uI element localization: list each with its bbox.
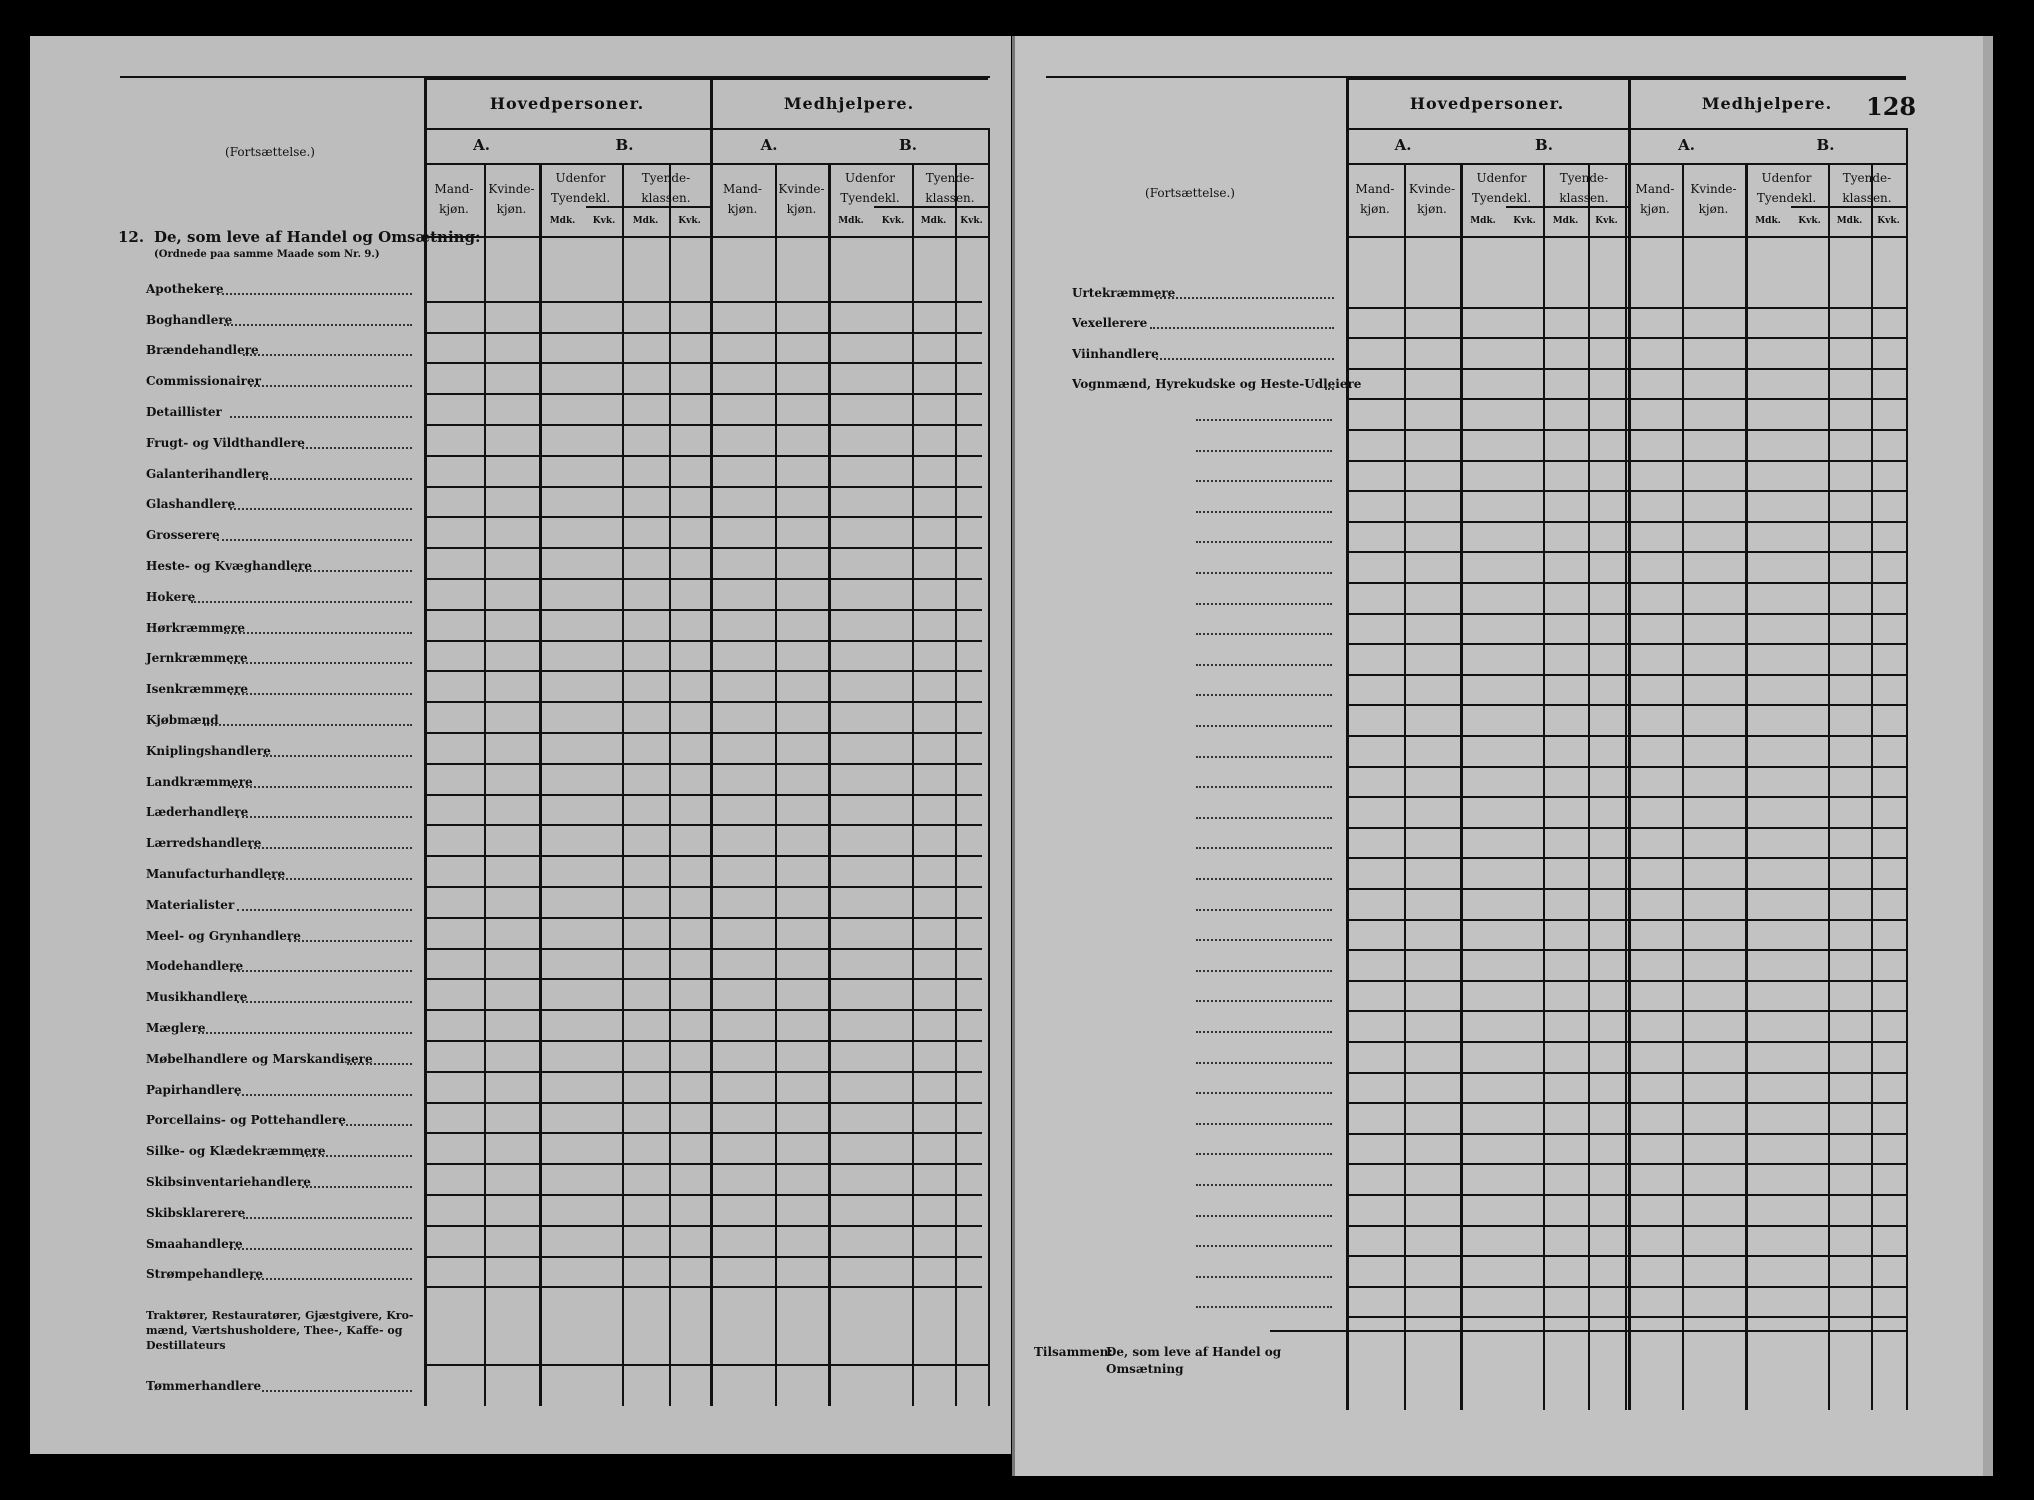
kvk-column-header: Kvk. bbox=[592, 216, 616, 226]
table-row-rule bbox=[1346, 307, 1906, 309]
table-row-rule bbox=[424, 547, 982, 549]
leader-dots bbox=[1196, 1029, 1332, 1033]
leader-dots bbox=[1196, 845, 1332, 849]
column-rule bbox=[988, 128, 990, 1406]
table-row-rule bbox=[424, 1040, 982, 1042]
table-row-rule bbox=[1346, 521, 1906, 523]
table-row-rule bbox=[1346, 582, 1906, 584]
row-label: Viinhandlere bbox=[1072, 347, 1159, 361]
table-row-rule bbox=[1346, 460, 1906, 462]
leader-dots bbox=[1196, 417, 1332, 421]
table-row-rule bbox=[424, 362, 982, 364]
row-label: Frugt- og Vildthandlere bbox=[146, 436, 305, 450]
table-row-rule bbox=[1346, 766, 1906, 768]
table-row-rule bbox=[424, 670, 982, 672]
leader-dots bbox=[224, 322, 413, 326]
leader-dots bbox=[237, 907, 413, 911]
mdk-column-header: Mdk. bbox=[1755, 216, 1781, 226]
row-label: Detaillister bbox=[146, 405, 222, 419]
column-rule bbox=[1543, 163, 1545, 1410]
row-label: Heste- og Kvæghandlere bbox=[146, 559, 312, 573]
table-row-rule bbox=[1346, 643, 1906, 645]
kvk-column-header: Kvk. bbox=[960, 216, 983, 226]
mand-column-header: Mand- kjøn. bbox=[723, 182, 762, 216]
leader-dots bbox=[250, 383, 413, 387]
row-label: Mæglere bbox=[146, 1021, 206, 1035]
leader-dots bbox=[1196, 754, 1332, 758]
row-label: Tømmerhandlere bbox=[146, 1379, 262, 1393]
leader-dots bbox=[217, 291, 412, 295]
table-row-rule bbox=[424, 578, 982, 580]
table-row-rule bbox=[1346, 888, 1906, 890]
section-note: (Ordnede paa samme Maade som Nr. 9.) bbox=[154, 249, 380, 260]
row-label: Commissionairer bbox=[146, 374, 261, 388]
row-label: Hokere bbox=[146, 590, 196, 604]
leader-dots bbox=[250, 845, 413, 849]
table-row-rule bbox=[424, 424, 982, 426]
table-row-rule bbox=[424, 824, 982, 826]
leader-dots bbox=[302, 445, 413, 449]
table-row-rule bbox=[424, 1286, 982, 1288]
book-gutter bbox=[1012, 36, 1015, 1476]
mdk-column-header: Mdk. bbox=[1836, 216, 1863, 226]
kvinde-column-header: Kvinde- kjøn. bbox=[1690, 182, 1737, 216]
table-row-rule bbox=[424, 948, 982, 950]
group-a-header: A. bbox=[1678, 136, 1695, 154]
medhjelpere-header: Medhjelpere. bbox=[783, 94, 915, 113]
column-rule bbox=[1625, 163, 1627, 1410]
row-label: Musikhandlere bbox=[146, 990, 248, 1004]
row-label: Papirhandlere bbox=[146, 1083, 242, 1097]
column-rule bbox=[539, 163, 542, 1406]
leader-dots bbox=[1196, 448, 1332, 452]
row-label: Silke- og Klædekræmmere bbox=[146, 1144, 326, 1158]
leader-dots bbox=[191, 599, 412, 603]
row-label: Læderhandlere bbox=[146, 805, 249, 819]
udenfor-column-header: Udenfor Tyendekl. bbox=[1471, 171, 1532, 205]
leader-dots bbox=[1196, 692, 1332, 696]
leader-dots bbox=[1196, 478, 1332, 482]
header-rule bbox=[424, 163, 988, 165]
column-rule bbox=[775, 163, 777, 1406]
medhjelpere-header: Medhjelpere. bbox=[1701, 94, 1833, 113]
total-text: De, som leve af Handel og Omsætning bbox=[1106, 1345, 1282, 1376]
table-row-rule bbox=[424, 886, 982, 888]
kvinde-column-header: Kvinde- kjøn. bbox=[1408, 182, 1456, 216]
row-label: Apothekere bbox=[146, 282, 224, 296]
table-row-rule bbox=[1346, 949, 1906, 951]
leader-dots bbox=[1196, 907, 1332, 911]
total-label: Tilsammen: bbox=[1034, 1345, 1113, 1359]
leader-dots bbox=[237, 814, 413, 818]
leader-dots bbox=[1196, 631, 1332, 635]
header-rule bbox=[424, 236, 988, 238]
column-rule bbox=[1871, 163, 1873, 1410]
table-row-rule bbox=[424, 1102, 982, 1104]
table-row-rule bbox=[1346, 1163, 1906, 1165]
leader-dots bbox=[1196, 1274, 1332, 1278]
column-rule bbox=[710, 163, 712, 1406]
table-row-rule bbox=[1346, 735, 1906, 737]
column-rule bbox=[1588, 163, 1590, 1410]
table-row-rule bbox=[424, 701, 982, 703]
hovedpersoner-header: Hovedpersoner. bbox=[489, 94, 645, 113]
row-label: Porcellains- og Pottehandlere bbox=[146, 1113, 346, 1127]
table-row-rule bbox=[424, 609, 982, 611]
leader-dots bbox=[1196, 1121, 1332, 1125]
page-number: 128 bbox=[1866, 92, 1917, 121]
leader-dots bbox=[1156, 295, 1334, 299]
tyende-column-header: Tyende- klassen. bbox=[925, 171, 975, 205]
table-row-rule bbox=[424, 1364, 988, 1366]
table-row-rule bbox=[1346, 368, 1906, 370]
leader-dots bbox=[1196, 570, 1332, 574]
column-rule bbox=[1906, 128, 1908, 1410]
table-row-rule bbox=[424, 1132, 982, 1134]
leader-dots bbox=[1196, 1151, 1332, 1155]
row-label: Traktører, Restauratører, Gjæstgivere, Kro- mænd, Værtshusholdere, Thee-, Kaffe- og Destillateurs bbox=[146, 1309, 414, 1352]
table-row-rule bbox=[1346, 1072, 1906, 1074]
mdk-column-header: Mdk. bbox=[838, 216, 864, 226]
row-label: Brændehandlere bbox=[146, 343, 259, 357]
row-label: Meel- og Grynhandlere bbox=[146, 929, 301, 943]
leader-dots bbox=[1196, 1304, 1332, 1308]
column-rule bbox=[828, 163, 831, 1406]
leader-dots bbox=[237, 999, 413, 1003]
kvk-column-header: Kvk. bbox=[1798, 216, 1821, 226]
table-row-rule bbox=[1346, 1316, 1906, 1318]
continued-label-left: (Fortsættelse.) bbox=[225, 145, 315, 159]
mdk-column-header: Mdk. bbox=[632, 216, 659, 226]
table-row-rule bbox=[1346, 857, 1906, 859]
row-label: Jernkræmmere bbox=[146, 651, 248, 665]
table-row-rule bbox=[424, 1071, 982, 1073]
column-rule bbox=[622, 163, 624, 1406]
column-rule bbox=[1628, 76, 1631, 1410]
group-a-header: A. bbox=[473, 136, 490, 154]
table-row-rule bbox=[1346, 1010, 1906, 1012]
leader-dots bbox=[250, 1276, 413, 1280]
column-rule bbox=[1460, 163, 1463, 1410]
udenfor-column-header: Udenfor Tyendekl. bbox=[1756, 171, 1817, 205]
header-rule bbox=[424, 128, 988, 130]
table-row-rule bbox=[1346, 1255, 1906, 1257]
mdk-column-header: Mdk. bbox=[1552, 216, 1579, 226]
leader-dots bbox=[230, 784, 412, 788]
table-row-rule bbox=[1346, 1102, 1906, 1104]
mand-column-header: Mand- kjøn. bbox=[434, 182, 474, 216]
table-row-rule bbox=[424, 917, 982, 919]
row-label: Kjøbmænd bbox=[146, 713, 219, 727]
header-rule bbox=[1346, 128, 1906, 130]
leader-dots bbox=[1196, 876, 1332, 880]
row-label: Skibsinventariehandlere bbox=[146, 1175, 311, 1189]
row-label: Vognmænd, Hyrekudske og Heste-Udleiere bbox=[1072, 377, 1362, 391]
table-row-rule bbox=[424, 301, 982, 303]
leader-dots bbox=[1196, 1243, 1332, 1247]
table-row-rule bbox=[424, 855, 982, 857]
leader-dots bbox=[230, 414, 412, 418]
kvk-column-header: Kvk. bbox=[1513, 216, 1536, 226]
column-rule bbox=[1745, 163, 1748, 1410]
tyende-column-header: Tyende- klassen. bbox=[1559, 171, 1609, 205]
table-row-rule bbox=[424, 455, 982, 457]
leader-dots bbox=[1196, 723, 1332, 727]
row-label: Isenkræmmere bbox=[146, 682, 249, 696]
leader-dots bbox=[347, 1061, 412, 1065]
leader-dots bbox=[217, 537, 412, 541]
udenfor-column-header: Udenfor Tyendekl. bbox=[550, 171, 611, 205]
top-rule-2 bbox=[424, 78, 988, 80]
total-rule bbox=[1270, 1330, 1906, 1332]
leader-dots bbox=[230, 660, 412, 664]
row-label: Modehandlere bbox=[146, 959, 244, 973]
group-b-header: B. bbox=[1535, 136, 1553, 154]
kvk-column-header: Kvk. bbox=[1595, 216, 1618, 226]
leader-dots bbox=[1196, 539, 1332, 543]
leader-dots bbox=[237, 1092, 413, 1096]
column-rule bbox=[1828, 163, 1830, 1410]
row-label: Galanterihandlere bbox=[146, 467, 269, 481]
row-label: Kniplingshandlere bbox=[146, 744, 271, 758]
leader-dots bbox=[1196, 1182, 1332, 1186]
column-rule bbox=[424, 76, 427, 1406]
udenfor-column-header: Udenfor Tyendekl. bbox=[840, 171, 900, 205]
tyende-column-header: Tyende- klassen. bbox=[1842, 171, 1892, 205]
leader-dots bbox=[341, 1122, 413, 1126]
column-rule bbox=[912, 163, 914, 1406]
table-row-rule bbox=[424, 486, 982, 488]
leader-dots bbox=[230, 691, 412, 695]
mand-column-header: Mand- kjøn. bbox=[1635, 182, 1675, 216]
leader-dots bbox=[1196, 968, 1332, 972]
top-rule-2 bbox=[1346, 78, 1906, 80]
column-rule bbox=[1346, 76, 1349, 1410]
leader-dots bbox=[243, 1215, 412, 1219]
row-label: Skibsklarerere bbox=[146, 1206, 246, 1220]
section-title: De, som leve af Handel og Omsætning: bbox=[154, 228, 481, 246]
row-label: Glashandlere bbox=[146, 497, 236, 511]
table-row-rule bbox=[424, 332, 982, 334]
table-row-rule bbox=[1346, 1133, 1906, 1135]
mand-column-header: Mand- kjøn. bbox=[1355, 182, 1395, 216]
kvinde-column-header: Kvinde- kjøn. bbox=[488, 182, 535, 216]
leader-dots bbox=[198, 1030, 413, 1034]
mdk-column-header: Mdk. bbox=[920, 216, 947, 226]
row-label: Grosserere bbox=[146, 528, 220, 542]
page-edge bbox=[1983, 36, 1993, 1476]
table-row-rule bbox=[424, 1009, 982, 1011]
leader-dots bbox=[230, 506, 412, 510]
column-rule bbox=[1682, 163, 1684, 1410]
leader-dots bbox=[230, 968, 412, 972]
row-label: Strømpehandlere bbox=[146, 1267, 264, 1281]
table-row-rule bbox=[1346, 796, 1906, 798]
right-page bbox=[1015, 36, 1983, 1476]
continued-label-right: (Fortsættelse.) bbox=[1145, 186, 1235, 200]
leader-dots bbox=[243, 352, 412, 356]
group-b-header: B. bbox=[899, 136, 917, 154]
leader-dots bbox=[1150, 325, 1335, 329]
table-row-rule bbox=[424, 1194, 982, 1196]
group-a-header: A. bbox=[1394, 136, 1412, 154]
table-row-rule bbox=[424, 1163, 982, 1165]
table-row-rule bbox=[1346, 429, 1906, 431]
leader-dots bbox=[1196, 937, 1332, 941]
leader-dots bbox=[262, 1388, 412, 1392]
table-row-rule bbox=[1346, 1041, 1906, 1043]
row-label: Vexellerere bbox=[1072, 316, 1148, 330]
row-label: Boghandlere bbox=[146, 313, 233, 327]
row-label: Manufacturhandlere bbox=[146, 867, 286, 881]
table-row-rule bbox=[1346, 490, 1906, 492]
mdk-column-header: Mdk. bbox=[549, 216, 576, 226]
kvk-column-header: Kvk. bbox=[1877, 216, 1900, 226]
table-row-rule bbox=[424, 393, 982, 395]
row-label: Urtekræmmere bbox=[1072, 286, 1176, 300]
row-label: Møbelhandlere og Marskandisere bbox=[146, 1052, 373, 1066]
row-label: Materialister bbox=[146, 898, 235, 912]
table-row-rule bbox=[1346, 398, 1906, 400]
table-row-rule bbox=[1346, 1194, 1906, 1196]
mdk-column-header: Mdk. bbox=[1470, 216, 1496, 226]
column-rule bbox=[484, 163, 486, 1406]
table-row-rule bbox=[1346, 613, 1906, 615]
kvinde-column-header: Kvinde- kjøn. bbox=[778, 182, 825, 216]
table-row-rule bbox=[1346, 704, 1906, 706]
leader-dots bbox=[1196, 509, 1332, 513]
leader-dots bbox=[289, 938, 413, 942]
table-row-rule bbox=[424, 516, 982, 518]
leader-dots bbox=[1196, 1213, 1332, 1217]
table-row-rule bbox=[1346, 827, 1906, 829]
leader-dots bbox=[263, 476, 413, 480]
leader-dots bbox=[230, 1246, 412, 1250]
table-row-rule bbox=[424, 1256, 982, 1258]
section-number: 12. bbox=[118, 228, 145, 246]
leader-dots bbox=[1196, 662, 1332, 666]
row-label: Smaahandlere bbox=[146, 1237, 243, 1251]
kvk-column-header: Kvk. bbox=[678, 216, 701, 226]
table-row-rule bbox=[424, 978, 982, 980]
leader-dots bbox=[1325, 386, 1334, 390]
table-row-rule bbox=[424, 732, 982, 734]
table-row-rule bbox=[1346, 1286, 1906, 1288]
table-row-rule bbox=[1346, 337, 1906, 339]
group-b-header: B. bbox=[1816, 136, 1835, 154]
hovedpersoner-header: Hovedpersoner. bbox=[1409, 94, 1565, 113]
table-row-rule bbox=[424, 794, 982, 796]
table-row-rule bbox=[1346, 1225, 1906, 1227]
leader-dots bbox=[1196, 815, 1332, 819]
leader-dots bbox=[1196, 601, 1332, 605]
table-row-rule bbox=[1346, 919, 1906, 921]
column-rule bbox=[1404, 163, 1406, 1410]
table-row-rule bbox=[1346, 980, 1906, 982]
leader-dots bbox=[204, 722, 412, 726]
leader-dots bbox=[224, 630, 413, 634]
table-row-rule bbox=[424, 640, 982, 642]
tyende-column-header: Tyende- klassen. bbox=[641, 171, 691, 205]
leader-dots bbox=[302, 1184, 413, 1188]
leader-dots bbox=[1196, 1090, 1332, 1094]
leader-dots bbox=[1196, 1060, 1332, 1064]
row-label: Landkræmmere bbox=[146, 775, 253, 789]
leader-dots bbox=[269, 876, 412, 880]
leader-dots bbox=[295, 568, 412, 572]
row-label: Lærredshandlere bbox=[146, 836, 262, 850]
table-row-rule bbox=[1346, 674, 1906, 676]
leader-dots bbox=[1196, 998, 1332, 1002]
leader-dots bbox=[263, 753, 413, 757]
leader-dots bbox=[1196, 784, 1332, 788]
kvk-column-header: Kvk. bbox=[881, 216, 905, 226]
leader-dots bbox=[302, 1153, 413, 1157]
column-rule bbox=[955, 163, 957, 1406]
table-row-rule bbox=[1346, 551, 1906, 553]
row-label: Hørkræmmere bbox=[146, 621, 245, 635]
column-rule bbox=[669, 163, 671, 1406]
leader-dots bbox=[1156, 356, 1334, 360]
group-a-header: A. bbox=[760, 136, 778, 154]
table-row-rule bbox=[424, 763, 982, 765]
group-b-header: B. bbox=[615, 136, 634, 154]
table-row-rule bbox=[424, 1225, 982, 1227]
